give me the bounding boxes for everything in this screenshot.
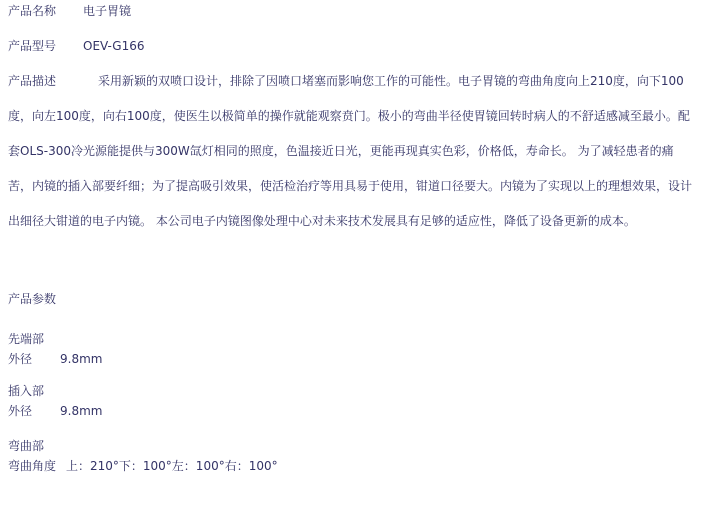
- product-model-row: [8, 29, 695, 64]
- product-model-value: OEV-G166: [83, 39, 145, 53]
- param-row: [8, 456, 695, 476]
- param-label: 外径: [8, 404, 33, 418]
- product-description-text: 采用新颖的双喷口设计，排除了因喷口堵塞而影响您工作的可能性。电子胃镜的弯曲角度向上210度，向下100度，向左100度，向右100度，使医生以极简单的操作就能观察贲门。极小的弯曲半径使胃镜回转时病人的不舒适感减至最小。配套OLS-300冷光源能提供与300W氙灯相同的照度，色温接近日光，更能再现真实色彩，价格低，寿命长。 为了减轻患者的痛苦，内镜的插入部要纤细；为了提高吸引效果，使活检治疗等用具易于使用，钳道口径要大。内镜为了实现以上的理想效果，设计出细径大钳道的电子内镜。 本公司电子内镜图像处理中心对未来技术发展具有足够的适应性，降低了设备更新的成本。: [8, 74, 693, 228]
- param-row: [8, 401, 695, 421]
- product-description-label: 产品描述: [8, 74, 57, 88]
- param-group-distal-end: [8, 329, 695, 369]
- product-params-title: 产品参数: [8, 292, 57, 306]
- param-value: 9.8mm: [60, 404, 103, 418]
- param-label: 外径: [8, 352, 33, 366]
- product-name-value: 电子胃镜: [83, 4, 132, 18]
- product-name-label: 产品名称: [8, 4, 57, 18]
- product-model-label: 产品型号: [8, 39, 57, 53]
- param-group-bending: [8, 436, 695, 476]
- param-value: 上：210°下：100°左：100°右：100°: [66, 459, 278, 473]
- product-name-row: [8, 0, 695, 29]
- param-group-name: 弯曲部: [8, 439, 45, 453]
- param-group-name: 插入部: [8, 384, 45, 398]
- param-value: 9.8mm: [60, 352, 103, 366]
- param-label: 弯曲角度: [8, 459, 57, 473]
- product-description-row: [8, 64, 695, 239]
- param-row: [8, 349, 695, 369]
- param-group-name: 先端部: [8, 332, 45, 346]
- param-group-insertion: [8, 381, 695, 421]
